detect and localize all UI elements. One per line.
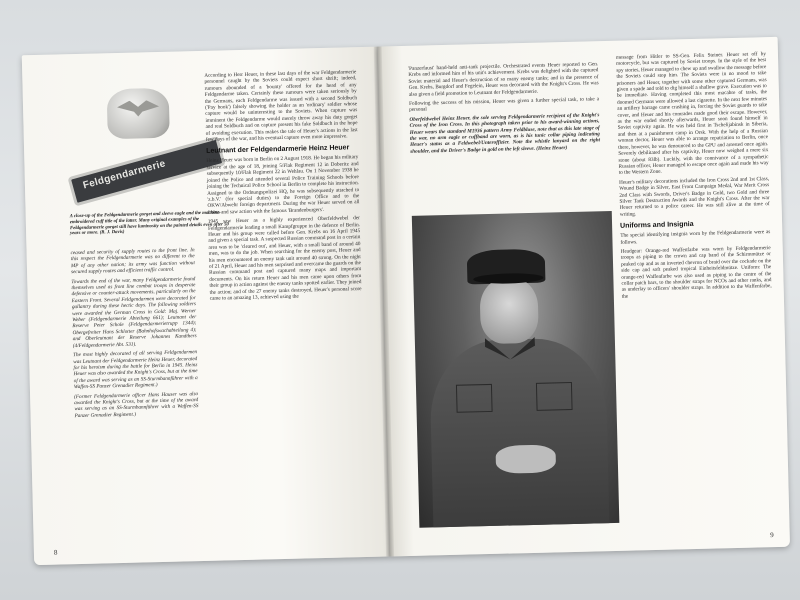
left-page xyxy=(22,47,390,566)
face-shape xyxy=(479,277,539,344)
paragraph: According to Herr Heuer, in these last days of the war Feldgendarmerie personnel caught by the Soviets could expect short shrift; indeed, rumours abounded of a 'bounty' offered for the head of any Feldgendarme taken. Certainly these rumours were taken seriously by the Germans, each Feldgendarme was issued with a second Soldbuch ('Pay book') falsely showing the holder as an 'ordinary' soldier whose capture would be uninteresting to the Soviets. When capture was imminent the Feldgendarme would merely throw away his duty gorget and real Soldbuch and on capture present his fake Soldbuch in the hope of avoiding execution. This makes the tale of Heuer's actions in the last few days of the war, and his eventual capture even more impressive. xyxy=(204,69,358,143)
section-heading-uniforms: Uniforms and Insignia xyxy=(620,221,694,230)
hand-shape xyxy=(495,444,556,473)
photo-caption: Oberfeldwebel Heinz Heuer, the sole serving Feldgendarmerie recipient of the Knight's Cross of the Iron Cross. In this photograph taken prior to his award-winning actions, Heuer wears the standard M1936 pattern Army Feldbluse, note that as this late stage of the war, no arm eagle or cuffband are worn, as is his tunic collar piping indicating Heuer's status as a Feldwebel/Unteroffizier. Note the whistle lanyard on the right shoulder, and the Driver's Badge in gold on the left sleeve. (Heinz Heuer) xyxy=(409,112,601,155)
page-number-right: 9 xyxy=(770,531,774,540)
cuff-title-band xyxy=(67,136,225,206)
right-column-1 xyxy=(408,61,600,158)
left-column-1 xyxy=(71,247,199,422)
cuff-title-text: Feldgendarmerie xyxy=(81,158,167,192)
pocket-shape xyxy=(456,384,493,413)
paragraph: Following the success of his mission, Heuer was given a further special task, to take a personal xyxy=(408,96,600,114)
page-number-left: 8 xyxy=(53,548,58,557)
pocket-shape xyxy=(536,382,573,411)
paragraph: (Former Feldgendarmerie officer Hans Hauser was also awarded the Knight's Cross, but at the time of the award was serving as an SS-Sturmbannführer with a Waffen-SS Panzer Grenadier Regiment.) xyxy=(74,390,199,419)
paragraph: 1945 saw Heuer as a highly experienced Oberfeldwebel der Feldgendarmerie leading a small Kampfgruppe in the defence of Berlin. Heuer and his group were called before Gen. Krebs on 16 April 1945 and given a special task. A suspected Russian command post in a certain area was to be 'cleared out', and Heuer, with a small band of around 40 men, was to do the job. When searching for the enemy post, Heuer and his men encountered an enemy tank unit around 40 strong. On the night of 21 April, Heuer and his men surprised and overcame the guards on the Russian command post and captured many maps and important documents. On his return Heuer and his men came upon others from their group in action against the enemy tanks spotted earlier. They joined the action; and of the 27 enemy tanks destroyed, Heuer's personal score came to an amazing 13, achieved using the xyxy=(207,215,362,302)
insignia-photo xyxy=(62,80,225,204)
paragraph: 'Panzerfaust' hand-held anti-tank projectile. Orchestrated events Heuer reported to Gen. Krebs and informed him of his unit's achievement. Krebs was delighted with the captured Soviet material and Heuer's destruction of so many enemy tanks; and in the presence of Gen. Krebs, Burgdorf and Fegelein, Heuer was decorated with the Knight's Cross. He was also given a field promotion to Leutnant der Feldgendarmerie. xyxy=(408,61,599,98)
right-column-2 xyxy=(616,51,772,303)
paragraph: Headgear: Orange-red Waffenfarbe was worn by Feldgendarmerie troops as piping to the crown and cap band of the Schirmmütze or peaked cap and as an inverted chevron of braid over the cockade on the side cap and soft peaked tropical Einheitsfeldmütze. Uniform: The orange-red Waffenfarbe was also used as piping to the centre of the collar patch bars, to the shoulder straps for NCOs and other ranks, and as underlay to officers' shoulder straps. In addition to the Waffenfarbe, the xyxy=(620,245,772,300)
right-page xyxy=(378,37,790,557)
tunic-shape xyxy=(429,337,610,528)
paragraph: ceased and security of supply routes to the front line. In this respect the Feldgendarmerie was no different to the MP of any other nation; its army was function without secured supply routes and efficient traffic control. xyxy=(70,247,195,276)
heuer-portrait-photo xyxy=(412,211,620,528)
open-booklet xyxy=(22,37,790,575)
paragraph: message from Hitler to SS-Gen. Felix Steiner. Heuer set off by motorcycle, but was captured by Soviet troops. In the style of the best spy stories, Heuer managed to chew up and swallow the message before the Soviets could stop him. The Soviets were in no mood to take prisoners and Heuer, together with some other captured Germans, was given a spade and told to dig himself a shallow grave. Execution was to be immediate. Having completed this most macabre of tasks, the doomed Germans were allowed a last cigarette. In the next few minutes an artillery barrage came crashing in, forcing the Soviet guards to take cover, and Heuer and his comrades made good their escape. However, as the war ended shortly afterwards, Heuer soon found himself in Soviet captivity again. He was held first in Tschelijabinsk in Siberia, and then at a punishment camp in Orsk. With the help of a Russian woman doctor, Heuer was able to arrange repatriation to Berlin, once there, however, he was denounced to the GPU and arrested once again. Severely debilitated after his captivity, Heuer now weighed a mere six stone (about 83lb). Luckily, with the connivance of a sympathetic Russian officer, Heuer managed to escape once again and made his way to the Western Zone. xyxy=(615,51,769,177)
paragraph: The special identifying insignia worn by the Feldgendarmerie were as follows. xyxy=(620,229,771,246)
insignia-caption: A close-up of the Feldgendarmerie gorget and sleeve eagle and the machine-embroidered cuff title of the latter. Many original examples of the Feldgendarmerie gorget still have luminosity on the painted details even after 50 years or more. (R. J. Davis) xyxy=(69,210,229,237)
paragraph: Towards the end of the war, many Feldgendarmerie found themselves used as front line combat troops in desperate defensive or counter-attack movements, particularly on the Eastern Front. Several Feldgendarmen were decorated for gallantry during these hectic days. The following soldiers were awarded the German Cross in Gold: Maj. Werner Weber (Feldgendarmerie Abteilung 661); Leutnant der Reserve Peter Schole (Feldgendarmerietrupp 1344); Obergefreiter Hans Schlotter (Bahnhofswachabteilung 4); and Oberleutnant der Reserve Johannes Kandthers (4/Feldgendarmerie Abt. 531). xyxy=(71,275,197,349)
left-column-2 xyxy=(204,69,362,305)
paragraph: Heinz Heuer was born in Berlin on 2 August 1918. He began his military service at the age of 18, joining 5/Flak Regiment 12 in Doberitz and subsequently 10/Flak Regiment 22 in Wehlau. On 1 November 1938 he joined the Police and attended several Police Training Schools before joining the Technical Police School in Berlin to complete his instruction. Assigned to the Ordnungspolizei HQ, he was subsequently attached to 'z.b.V.' (for special duties) to the Foreign Office and to the OKW/Abwehr foreign department. During the war Heuer served on all fronts and saw action with the famous 'Brandenburgers'. xyxy=(206,154,360,216)
paragraph: Heuer's military decorations included the Iron Cross 2nd and 1st Class, Wound Badge in Silver, East Front Campaign Medal, War Merit Cross 2nd Class with Swords, Driver's Badge in Gold, two Gold and three Silver Tank Destruction Awards and the Knight's Cross. After the war Heuer returned to a police career. He was still alive at the time of writing. xyxy=(618,175,770,218)
paragraph: The most highly decorated of all serving Feldgendarmen was Leutnant der Feldgendarmerie Heinz Heuer, decorated for his heroism during the battle for Berlin in 1945. Heinz Heuer was also awarded the Knight's Cross, but at the time of the award was serving as an SS-Sturmbannführer with a Waffen-SS Panzer Grenadier Regiment.) xyxy=(73,349,198,391)
section-heading-heuer: Leutnant der Feldgendarmerie Heinz Heuer xyxy=(206,144,350,156)
